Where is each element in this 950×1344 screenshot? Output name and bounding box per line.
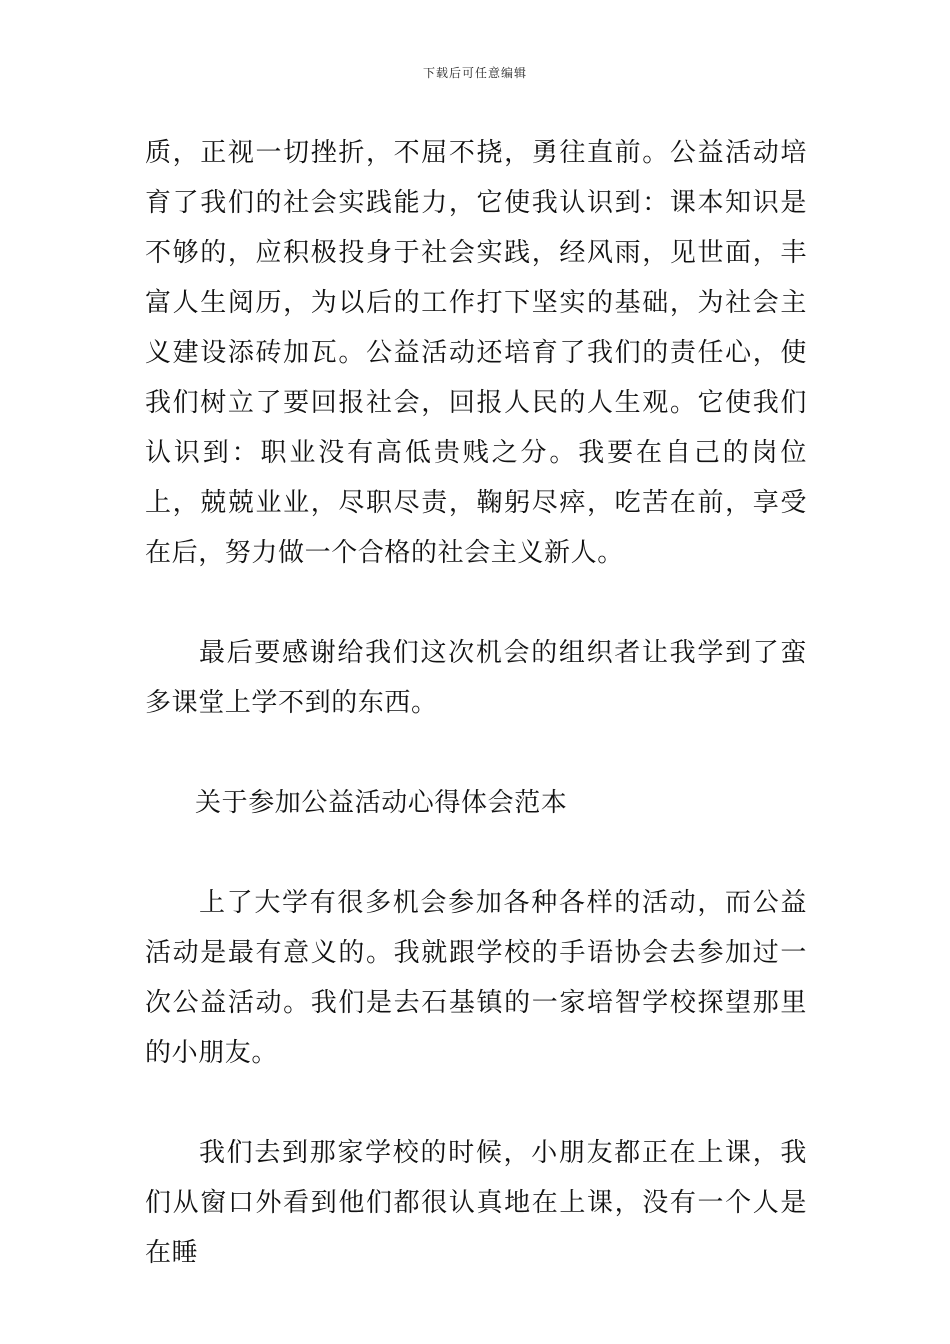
paragraph-spacer	[145, 728, 807, 778]
paragraph-intro: 上了大学有很多机会参加各种各样的活动，而公益活动是最有意义的。我就跟学校的手语协会去参加过一次公益活动。我们是去石基镇的一家培智学校探望那里的小朋友。	[145, 888, 807, 1068]
paragraph-spacer	[145, 1078, 807, 1128]
paragraph-thanks: 最后要感谢给我们这次机会的组织者让我学到了蛮多课堂上学不到的东西。	[145, 638, 807, 718]
paragraph-continuation: 质，正视一切挫折，不屈不挠，勇往直前。公益活动培育了我们的社会实践能力，它使我认识到：课本知识是不够的，应积极投身于社会实践，经风雨，见世面，丰富人生阅历，为以后的工作打下坚实的基础，为社会主义建设添砖加瓦。公益活动还培育了我们的责任心，使我们树立了要回报社会，回报人民的人生观。它使我们认识到：职业没有高低贵贱之分。我要在自己的岗位上，兢兢业业，尽职尽责，鞠躬尽瘁，吃苦在前，享受在后，努力做一个合格的社会主义新人。	[145, 138, 807, 568]
document-body	[145, 128, 807, 1278]
page-header: 下载后可任意编辑	[422, 66, 527, 80]
paragraph-visit: 我们去到那家学校的时候，小朋友都正在上课，我们从窗口外看到他们都很认真地在上课，没有一个人是在睡	[145, 1138, 807, 1268]
paragraph-spacer	[145, 578, 807, 628]
section-title: 关于参加公益活动心得体会范本	[195, 788, 568, 818]
paragraph-spacer	[145, 828, 807, 878]
